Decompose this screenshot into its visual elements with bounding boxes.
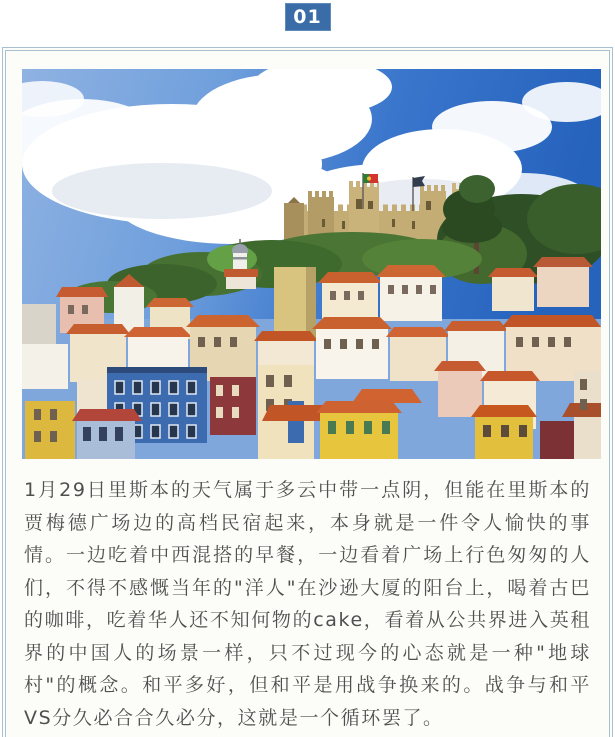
lisbon-cityscape-illustration bbox=[22, 69, 601, 459]
lisbon-photo bbox=[22, 69, 601, 459]
section-number-badge: 01 bbox=[285, 3, 331, 31]
article-paragraph: 1月29日里斯本的天气属于多云中带一点阴，但能在里斯本的贾梅德广场边的高档民宿起来，本身就是一件令人愉快的事情。一边吃着中西混搭的早餐，一边看着广场上行色匆匆的人们，不得不感慨当年的"洋人"在沙逊大厦的阳台上，喝着古巴的咖啡，吃着华人还不知何物的cake，看着从公共界进入英租界的中国人的场景一样，只不过现今的心态就是一种"地球村"的概念。和平多好，但和平是用战争换来的。战争与和平VS分久必合合久必分，这就是一个循环罢了。 bbox=[24, 479, 591, 729]
houses-front-row bbox=[25, 361, 601, 459]
content-card bbox=[2, 47, 613, 737]
